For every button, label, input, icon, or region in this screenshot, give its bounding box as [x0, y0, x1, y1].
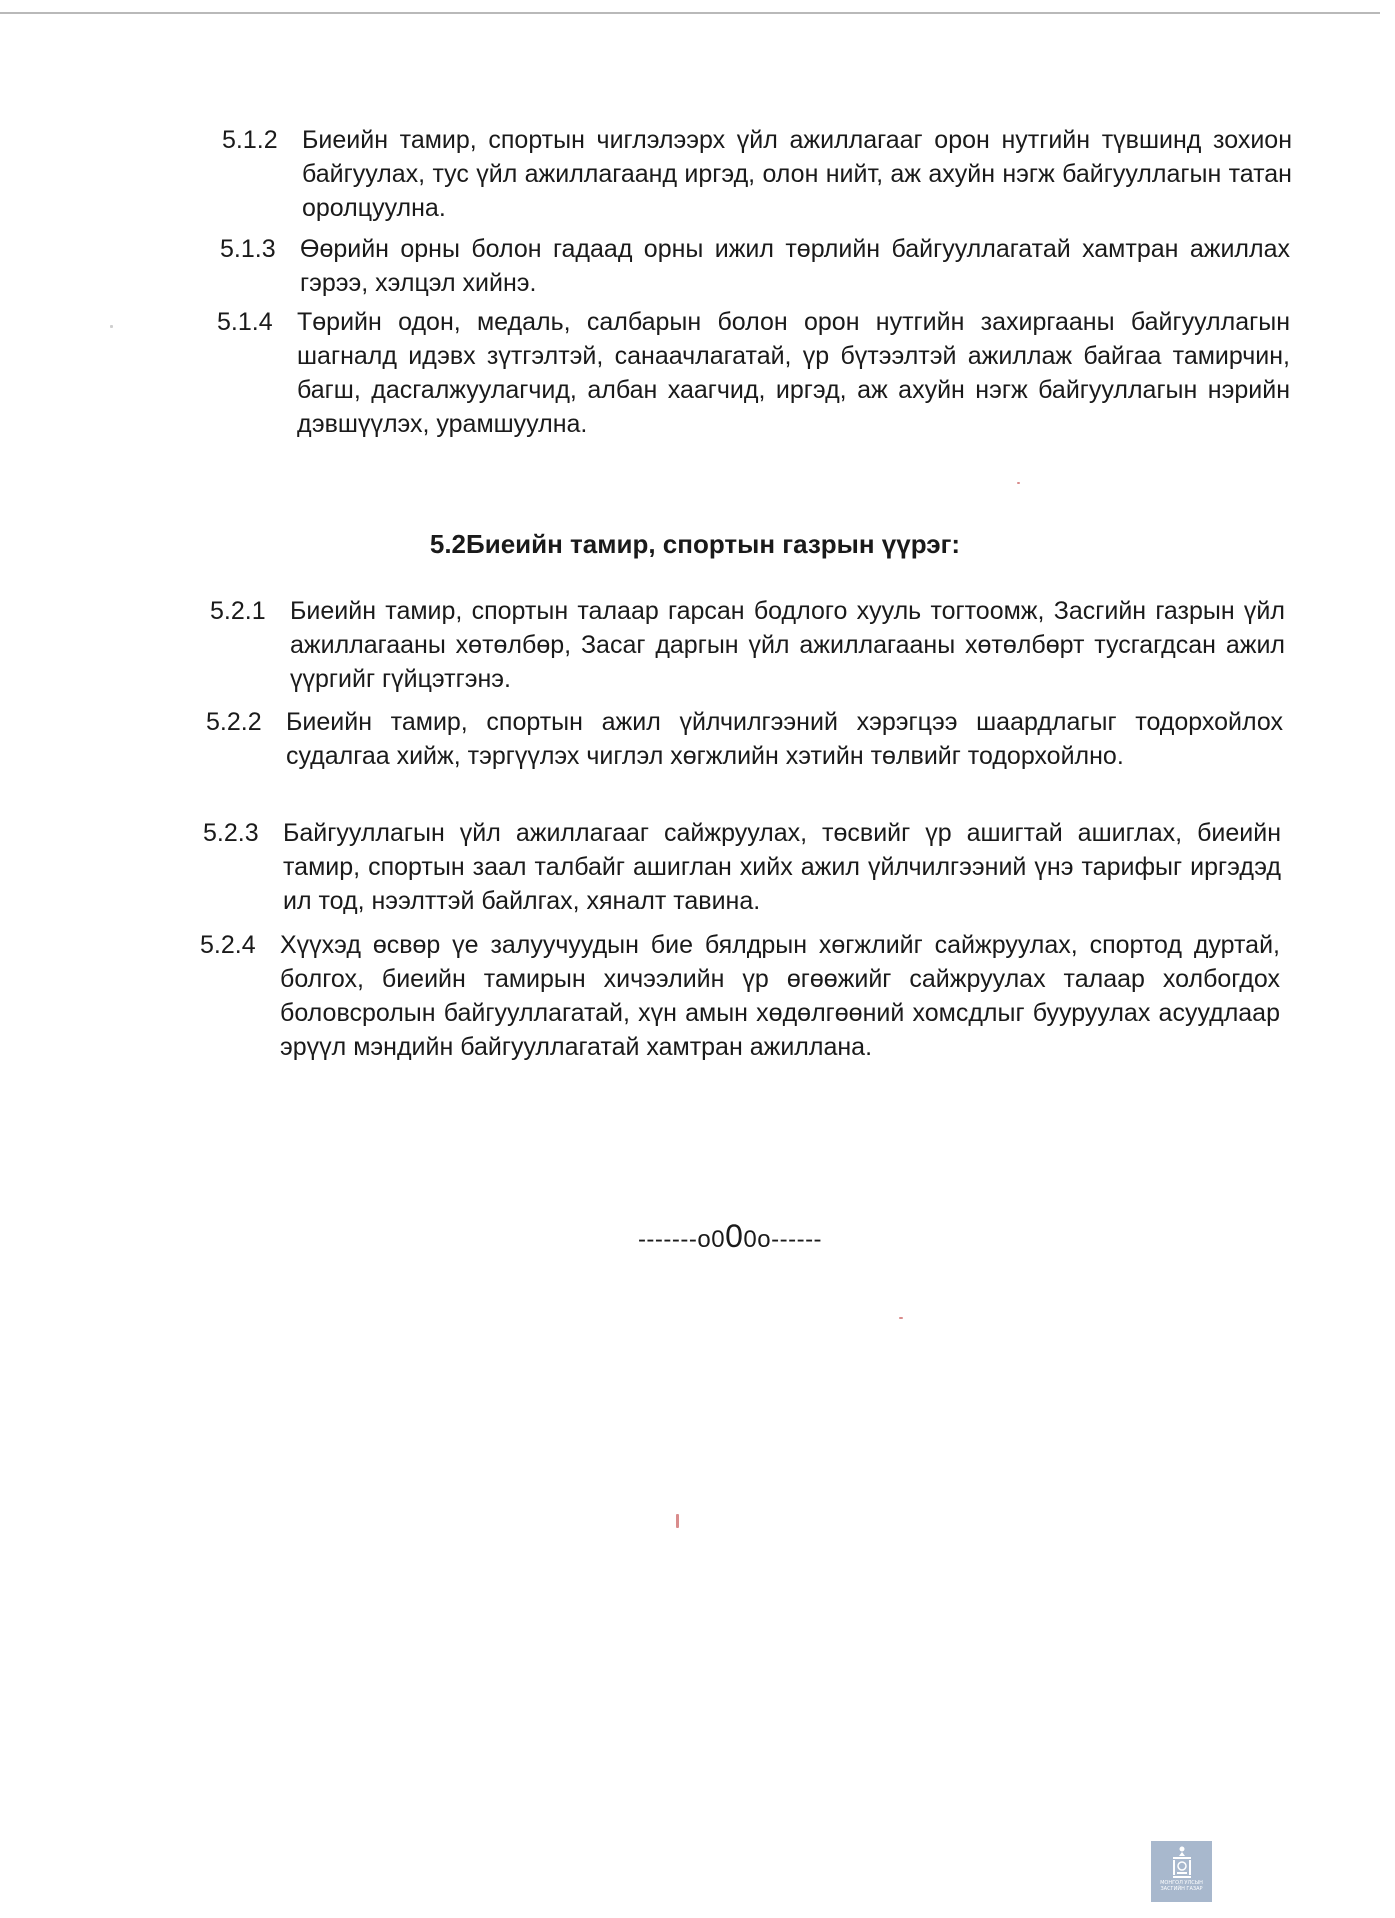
clause-5-1-3 [220, 232, 1290, 304]
end-mark-o2: 0 [743, 1226, 758, 1253]
end-mark-right: o------ [757, 1226, 823, 1253]
scan-speck [110, 325, 113, 328]
clause-text: Биеийн тамир, спортын талаар гарсан бодлого хууль тогтоомж, Засгийн газрын үйл ажиллагааны хөтөлбөр, Засаг даргын үйл ажиллагааны хөтөлбөрт тусгагдсан ажил үүргийг гүйцэтгэнэ. [290, 597, 1285, 693]
clause-number: 5.2.3 [203, 819, 259, 847]
seal-line-2: ЗАСГИЙН ГАЗАР [1160, 1886, 1203, 1892]
clause-5-2-3 [203, 816, 1281, 926]
heading-text: Биеийн тамир, спортын газрын үүрэг: [466, 529, 961, 559]
clause-text: Төрийн одон, медаль, салбарын болон орон нутгийн захиргааны байгууллагын шагналд идэвх зүтгэлтэй, санаачлагатай, үр бүтээлтэй ажиллаж байгаа тамирчин, багш, дасгалжуулагчид, албан хаагчид, иргэд, аж ахуйн нэгж байгууллагын нэрийн дэвшүүлэх, урамшуулна. [297, 308, 1290, 438]
end-mark-o1: 0 [711, 1226, 726, 1253]
soyombo-emblem-icon [1169, 1845, 1195, 1879]
clause-5-2-2 [206, 705, 1283, 815]
clause-text: Өөрийн орны болон гадаад орны ижил төрлийн байгууллагатай хамтран ажиллах гэрээ, хэлцэл хийнэ. [300, 235, 1290, 297]
clause-text: Хүүхэд өсвөр үе залуучуудын бие бялдрын хөгжлийг сайжруулах, спортод дуртай, болгох, биеийн тамирын хичээлийн үр өгөөжийг сайжруулах талаар холбогдох боловсролын байгууллагатай, хүн амын хөдөлгөөний хомсдлыг бууруулах асуудлаар эрүүл мэндийн байгууллагатай хамтран ажиллана. [280, 931, 1280, 1061]
end-of-document-mark [560, 1218, 900, 1255]
seal-caption [1160, 1880, 1203, 1892]
clause-5-2-4 [200, 928, 1280, 1078]
scan-edge-line [0, 12, 1380, 14]
clause-5-1-2 [222, 123, 1292, 233]
end-mark-big: 0 [725, 1218, 744, 1254]
heading-number: 5.2 [429, 529, 467, 559]
clause-number: 5.2.1 [210, 597, 266, 625]
clause-5-2-1 [210, 594, 1285, 704]
government-seal [1151, 1841, 1212, 1902]
clause-5-1-4 [217, 305, 1290, 455]
clause-number: 5.1.4 [217, 308, 273, 336]
seal-line-1: МОНГОЛ УЛСЫН [1160, 1880, 1203, 1886]
section-heading-5-2 [200, 527, 1190, 561]
scan-speck [676, 1514, 679, 1528]
scan-speck [899, 1317, 903, 1319]
clause-number: 5.2.2 [206, 708, 262, 736]
clause-number: 5.1.2 [222, 126, 278, 154]
clause-text: Биеийн тамир, спортын чиглэлээрх үйл ажиллагааг орон нутгийн түвшинд зохион байгуулах, тус үйл ажиллагаанд иргэд, олон нийт, аж ахуйн нэгж байгууллагын татан оролцуулна. [302, 126, 1292, 222]
end-mark-left: -------o [637, 1226, 712, 1253]
clause-text: Байгууллагын үйл ажиллагааг сайжруулах, төсвийг үр ашигтай ашиглах, биеийн тамир, спортын заал талбайг ашиглан хийх ажил үйлчилгээний үнэ тарифыг иргэдэд ил тод, нээлттэй байлгах, хяналт тавина. [283, 819, 1281, 915]
clause-number: 5.2.4 [200, 931, 256, 959]
scan-speck [1017, 482, 1020, 484]
clause-text: Биеийн тамир, спортын ажил үйлчилгээний хэрэгцээ шаардлагыг тодорхойлох судалгаа хийж, тэргүүлэх чиглэл хөгжлийн хэтийн төлвийг тодорхойлно. [286, 708, 1283, 770]
clause-number: 5.1.3 [220, 235, 276, 263]
